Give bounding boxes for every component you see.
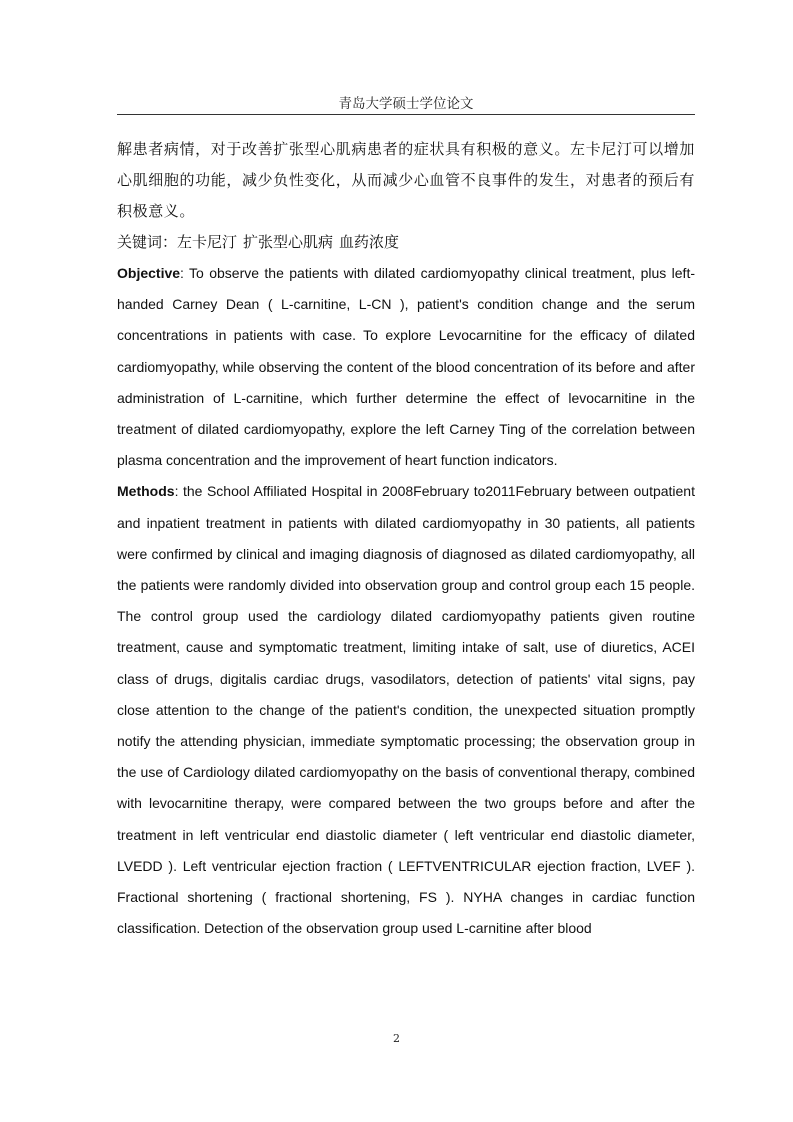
objective-text: : To observe the patients with dilated cardiomyopathy clinical treatment, plus left-handed Carney Dean ( L-carnitine, L-CN ), patient's condition change and the serum concentrations in patients with case. To explore Levocarnitine for the efficacy of dilated cardiomyopathy, while observing the content of the blood concentration of its before and after administration of L-carnitine, which further determine the effect of levocarnitine in the treatment of dilated cardiomyopathy, explore the left Carney Ting of the correlation between plasma concentration and the improvement of heart function indicators. xyxy=(117,265,695,469)
methods-label: Methods xyxy=(117,483,175,500)
chinese-abstract-paragraph: 解患者病情，对于改善扩张型心肌病患者的症状具有积极的意义。左卡尼汀可以增加心肌细胞的功能，减少负性变化，从而减少心血管不良事件的发生，对患者的预后有积极意义。 xyxy=(117,140,695,220)
objective-paragraph xyxy=(117,258,695,476)
methods-paragraph xyxy=(117,476,695,944)
keyword-item: 左卡尼汀 xyxy=(177,233,238,251)
methods-text: : the School Affiliated Hospital in 2008February to2011February between outpatient and inpatient treatment in patients with dilated cardiomyopathy in 30 patients, all patients were confirmed by clinical and imaging diagnosis of diagnosed as dilated cardiomyopathy, all the patients were randomly divided into observation group and control group each 15 people. The control group used the cardiology dilated cardiomyopathy patients given routine treatment, cause and symptomatic treatment, limiting intake of salt, use of diuretics, ACEI class of drugs, digitalis cardiac drugs, vasodilators, detection of patients' vital signs, pay close attention to the change of the patient's condition, the unexpected situation promptly notify the attending physician, immediate symptomatic processing; the observation group in the use of Cardiology dilated cardiomyopathy on the basis of conventional therapy, combined with levocarnitine therapy, were compared between the two groups before and after the treatment in left ventricular end diastolic diameter ( left ventricular end diastolic diameter, LVEDD ). Left ventricular ejection fraction ( LEFTVENTRICULAR ejection fraction, LVEF ). Fractional shortening ( fractional shortening, FS ). NYHA changes in cardiac function classification. Detection of the observation group used L-carnitine after blood xyxy=(117,483,695,937)
header-rule xyxy=(117,114,695,115)
objective-label: Objective xyxy=(117,265,181,281)
keyword-item: 血药浓度 xyxy=(339,233,400,251)
keyword-item: 扩张型心肌病 xyxy=(243,233,334,251)
page-number: 2 xyxy=(393,1032,400,1045)
keywords-line xyxy=(117,227,695,258)
page-body xyxy=(117,134,695,944)
keywords-label: 关键词： xyxy=(117,233,178,251)
running-header: 青岛大学硕士学位论文 xyxy=(338,96,474,112)
